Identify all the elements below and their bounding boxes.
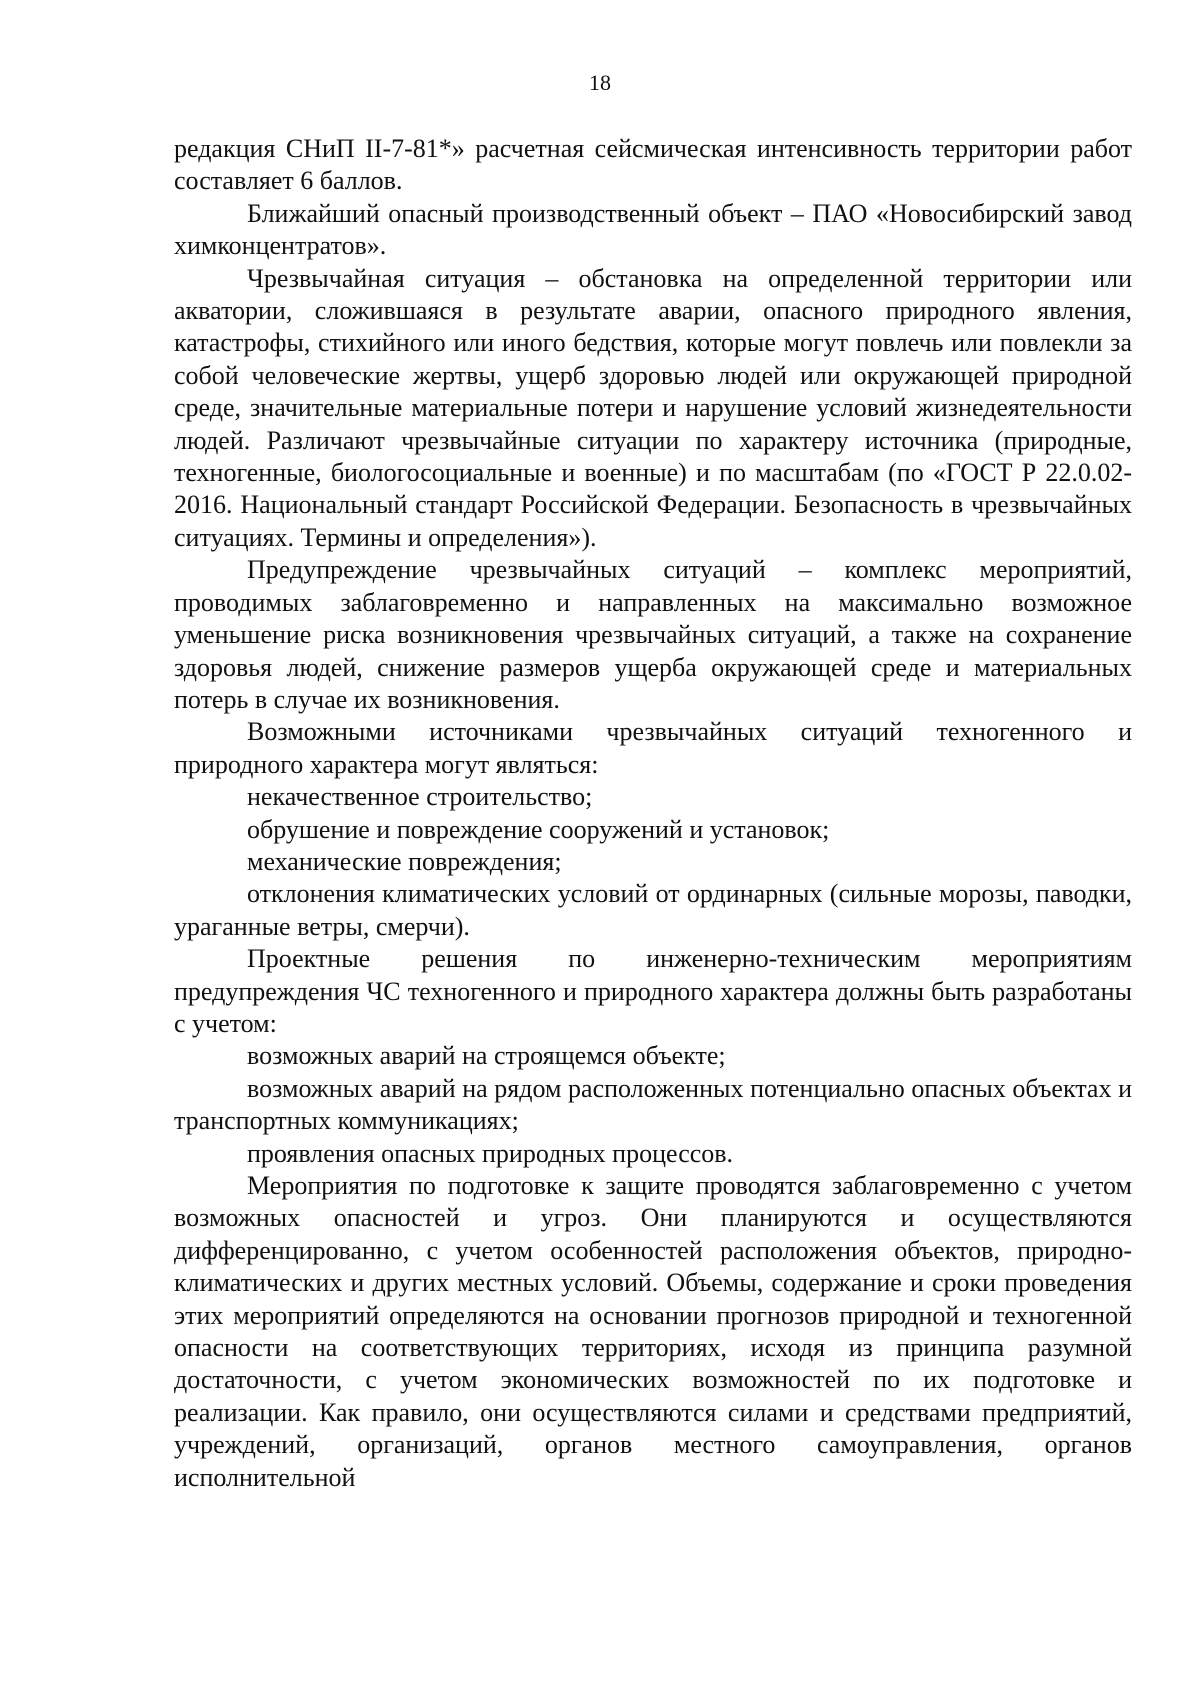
list-item-accidents-on-site: возможных аварий на строящемся объекте; [247, 1041, 726, 1071]
paragraph-emergency-definition: Чрезвычайная ситуация – обстановка на определенной территории или акватории, сложившаяся в результате аварии, опасного природного явления, катастрофы, стихийного или иного бедствия, которые могут повлечь или повлекли за собой человеческие жертвы, ущерб здоровью людей или окружающей природной среде, значительные материальные потери и нарушение условий жизнедеятельности людей. Различают чрезвычайные ситуации по характеру источника (природные, техногенные, биологосоциальные и военные) и по масштабам (по «ГОСТ Р 22.0.02-2016. Национальный стандарт Российской Федерации. Безопасность в чрезвычайных ситуациях. Термины и определения»). [174, 263, 1132, 552]
paragraph-protection-measures: Мероприятия по подготовке к защите проводятся заблаговременно с учетом возможных опасностей и угроз. Они планируются и осуществляются дифференцированно, с учетом особенностей расположения объектов, природно-климатических и других местных условий. Объемы, содержание и сроки проведения этих мероприятий определяются на основании прогнозов природной и техногенной опасности на соответствующих территориях, исходя из принципа разумной достаточности, с учетом экономических возможностей по их подготовке и реализации. Как правило, они осуществляются силами и средствами предприятий, учреждений, организаций, органов местного самоуправления, органов исполнительной [174, 1171, 1132, 1492]
page-number: 18 [589, 70, 611, 95]
document-body [174, 133, 1132, 1494]
list-item-collapse-damage: обрушение и повреждение сооружений и установок; [247, 814, 830, 844]
paragraph-design-decisions: Проектные решения по инженерно-техническим мероприятиям предупреждения ЧС техногенного и природного характера должны быть разработаны с учетом: [174, 944, 1132, 1038]
list-item-climate-deviations: отклонения климатических условий от ординарных (сильные морозы, паводки, ураганные ветры, смерчи). [174, 879, 1132, 941]
list-item-nearby-accidents: возможных аварий на рядом расположенных потенциально опасных объектах и транспортных коммуникациях; [174, 1073, 1132, 1136]
list-item-natural-processes: проявления опасных природных процессов. [247, 1138, 734, 1168]
list-item-poor-construction: некачественное строительство; [247, 782, 593, 812]
paragraph-nearest-hazard-object: Ближайший опасный производственный объект – ПАО «Новосибирский завод химконцентратов». [174, 198, 1132, 261]
list-item-mechanical-damage: механические повреждения; [247, 846, 562, 876]
paragraph-emergency-prevention: Предупреждение чрезвычайных ситуаций – комплекс мероприятий, проводимых заблаговременно и направленных на максимально возможное уменьшение риска возникновения чрезвычайных ситуаций, а также на сохранение здоровья людей, снижение размеров ущерба окружающей среде и материальных потерь в случае их возникновения. [174, 555, 1132, 714]
paragraph-emergency-sources-intro: Возможными источниками чрезвычайных ситуаций техногенного и природного характера могут являться: [174, 717, 1132, 779]
paragraph-seismic-intensity: редакция СНиП II-7-81*» расчетная сейсмическая интенсивность территории работ составляет 6 баллов. [174, 134, 1132, 196]
